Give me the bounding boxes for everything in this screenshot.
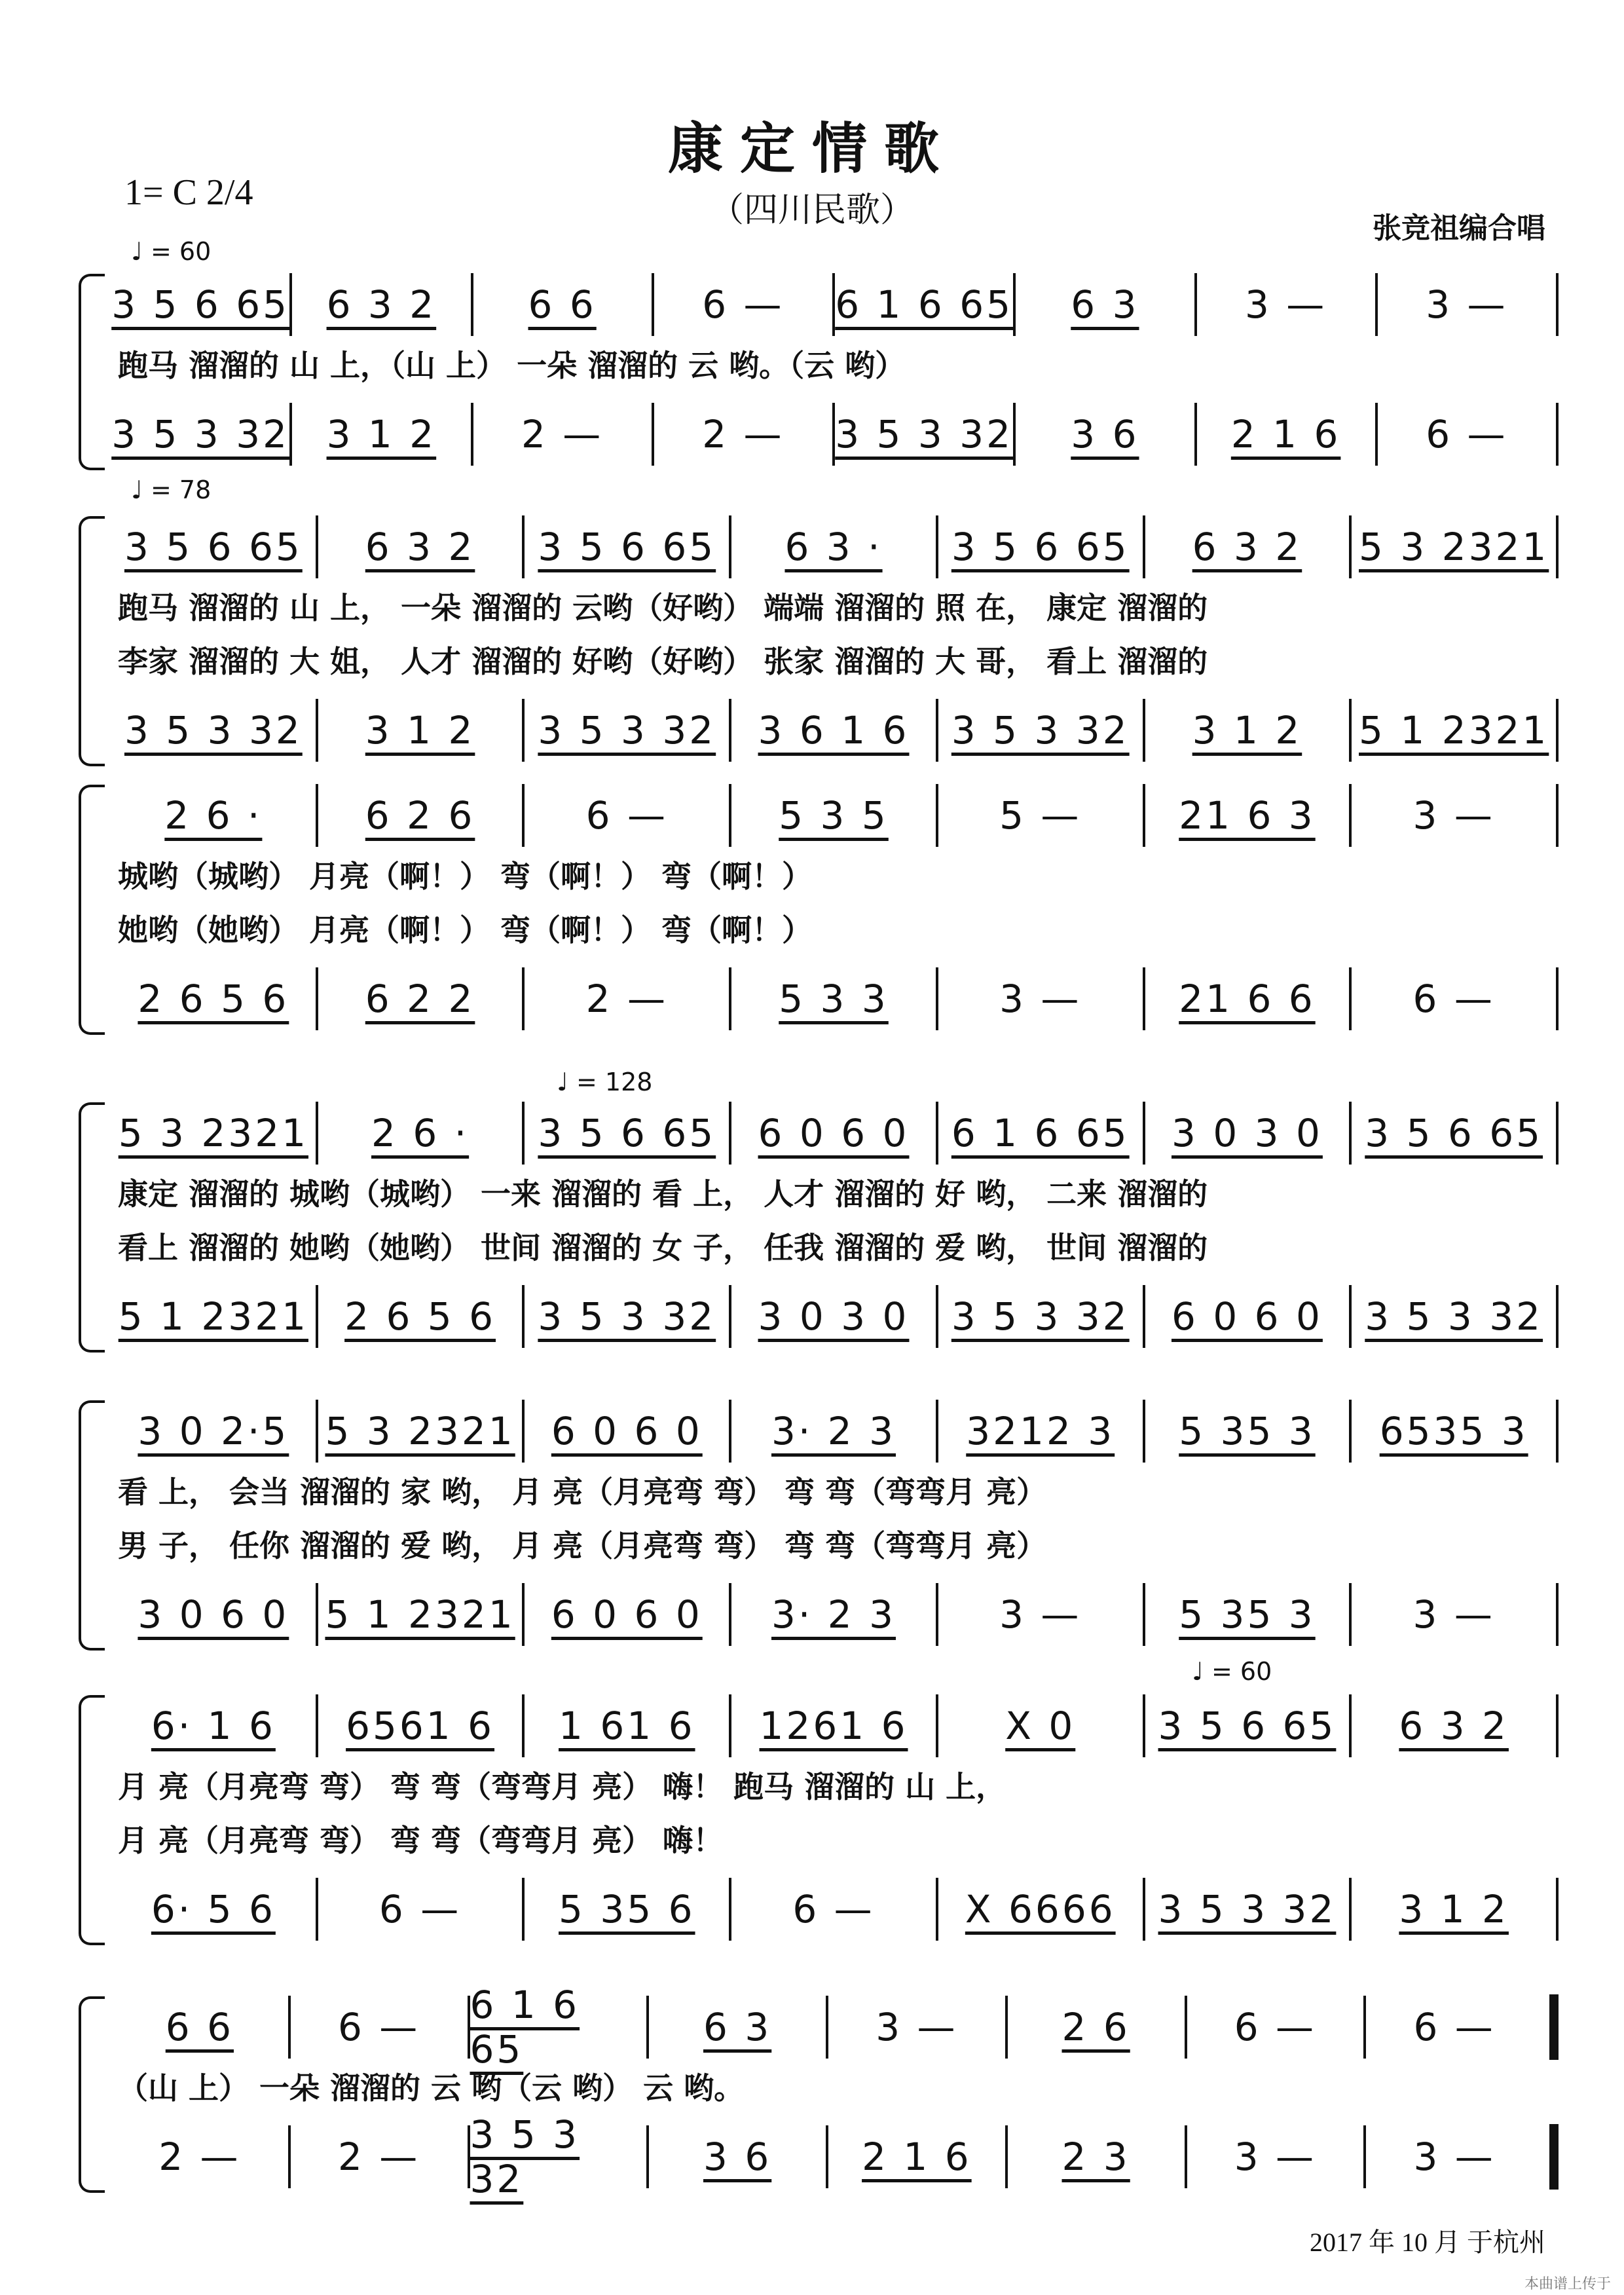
measure [938, 1690, 1143, 1762]
note-group: 5 3 2321 [1359, 525, 1549, 569]
measure [828, 1991, 1005, 2063]
lyric-line: （山 上） 一朵 溜溜的 云 哟（云 哟） 云 哟。 [118, 2070, 745, 2106]
score-system [79, 1395, 1565, 1651]
note-group: 1 61 6 [559, 1704, 695, 1748]
measure [318, 1578, 523, 1651]
note-group: 3 6 [703, 2135, 772, 2179]
note-group: 3· 2 3 [771, 1592, 896, 1637]
system-brace [79, 1400, 105, 1651]
note-group: 3 6 1 6 [758, 708, 910, 753]
measure [938, 1097, 1143, 1169]
measure [111, 1873, 316, 1945]
measure [318, 1690, 523, 1762]
upper-voice [111, 1097, 1559, 1169]
note-group: 3 5 3 32 [951, 708, 1130, 753]
measure [1352, 1690, 1556, 1762]
measure [525, 511, 729, 583]
barline [1556, 699, 1559, 762]
measure [318, 1097, 523, 1169]
measure [938, 1578, 1143, 1651]
measure [828, 2121, 1005, 2193]
note-group: 6 6 [528, 282, 597, 327]
measure [1378, 269, 1556, 341]
measure [111, 779, 316, 851]
lower-voice [111, 1873, 1559, 1945]
barline [1556, 403, 1559, 466]
measure [470, 1983, 647, 2072]
note-group: 6 0 6 0 [1171, 1294, 1323, 1339]
note-group: 3 — [999, 977, 1082, 1021]
measure [1145, 694, 1350, 766]
note-group: 5 35 3 [1179, 1592, 1316, 1637]
measure [938, 1873, 1143, 1945]
note-group: 3 — [1412, 793, 1495, 838]
measure [1016, 269, 1194, 341]
measure [1378, 398, 1556, 470]
note-group: 5 3 2321 [118, 1111, 308, 1155]
score-system [79, 1690, 1565, 1945]
note-group: 2 6 · [371, 1111, 470, 1155]
barline [1556, 1400, 1559, 1463]
measure [111, 269, 289, 341]
measure [938, 694, 1143, 766]
note-group: 3 0 6 0 [138, 1592, 289, 1637]
note-group: 3 0 2·5 [138, 1409, 289, 1453]
measure [1145, 1578, 1350, 1651]
measure [318, 779, 523, 851]
measure [1352, 694, 1556, 766]
measure [1145, 1690, 1350, 1762]
barline [1549, 1994, 1559, 2060]
measure [111, 963, 316, 1035]
measure [1352, 1395, 1556, 1467]
note-group: 6 3 2 [326, 282, 437, 327]
measure [731, 1873, 936, 1945]
lyric-line: 月 亮（月亮弯 弯） 弯 弯（弯弯月 亮） 嗨！ [118, 1823, 724, 1858]
lower-voice [111, 1578, 1559, 1651]
system-brace [79, 1996, 105, 2193]
measure [731, 963, 936, 1035]
measure [654, 269, 832, 341]
key-signature: 1= C 2/4 [124, 172, 253, 213]
note-group: 3 1 2 [1192, 708, 1302, 753]
note-group: 6 0 6 0 [551, 1409, 703, 1453]
note-group: 2 — [702, 412, 784, 457]
note-group: 6 — [337, 2005, 420, 2049]
measure [111, 1690, 316, 1762]
measure [1187, 1991, 1364, 2063]
note-group: 21 6 6 [1179, 977, 1316, 1021]
note-group: 6 — [1426, 412, 1508, 457]
measure [111, 511, 316, 583]
measure [525, 1578, 729, 1651]
note-group: 2 6 · [164, 793, 263, 838]
measure [291, 1991, 468, 2063]
score-system [79, 269, 1565, 470]
measure [318, 1395, 523, 1467]
system-brace [79, 1695, 105, 1945]
measure [731, 1097, 936, 1169]
barline [1556, 1102, 1559, 1165]
note-group: 3 0 3 0 [1171, 1111, 1323, 1155]
measure [731, 511, 936, 583]
note-group: X 0 [1005, 1704, 1076, 1748]
measure [292, 398, 470, 470]
note-group: 6 2 6 [365, 793, 475, 838]
note-group: 3 5 6 65 [951, 525, 1130, 569]
note-group: 3 5 3 32 [1158, 1887, 1337, 1931]
note-group: 6· 5 6 [151, 1887, 276, 1931]
measure [654, 398, 832, 470]
lyric-line: 跑马 溜溜的 山 上， 一朵 溜溜的 云哟（好哟） 端端 溜溜的 照 在， 康定 溜溜的 [118, 590, 1208, 625]
note-group: 5 3 3 [779, 977, 889, 1021]
note-group: 3 0 3 0 [758, 1294, 910, 1339]
score-system [79, 779, 1565, 1035]
measure [938, 511, 1143, 583]
note-group: 6 6 [165, 2005, 234, 2049]
measure [649, 1991, 826, 2063]
note-group: 21 6 3 [1179, 793, 1316, 838]
measure [1366, 2121, 1543, 2193]
site-watermark: 本曲谱上传于 [1524, 2276, 1611, 2292]
note-group: 6 0 6 0 [758, 1111, 910, 1155]
note-group: 5 35 3 [1179, 1409, 1316, 1453]
note-group: 2 — [337, 2135, 420, 2179]
measure [1016, 398, 1194, 470]
song-title: 康定情歌 [667, 116, 956, 181]
note-group: 3 — [999, 1592, 1082, 1637]
measure [1197, 398, 1375, 470]
lyric-line: 看上 溜溜的 她哟（她哟） 世间 溜溜的 女 子， 任我 溜溜的 爱 哟， 世间 溜溜的 [118, 1230, 1208, 1265]
note-group: 6 — [1234, 2005, 1317, 2049]
note-group: 3212 3 [966, 1409, 1115, 1453]
upper-voice [111, 511, 1559, 583]
lower-voice [111, 2112, 1559, 2201]
barline [1549, 2124, 1559, 2190]
note-group: 3 5 3 32 [124, 708, 303, 753]
measure [318, 963, 523, 1035]
measure [111, 1280, 316, 1353]
note-group: 2 3 [1061, 2135, 1130, 2179]
measure [1008, 1991, 1185, 2063]
tempo-mark-1: ♩ = 60 [131, 237, 212, 266]
measure [1187, 2121, 1364, 2193]
measure [938, 963, 1143, 1035]
note-group: 6 3 2 [365, 525, 475, 569]
measure [1145, 779, 1350, 851]
measure [1352, 1873, 1556, 1945]
measure [525, 694, 729, 766]
barline [1556, 784, 1559, 847]
note-group: 3 5 6 65 [538, 525, 716, 569]
upper-voice [111, 1690, 1559, 1762]
upper-voice [111, 1983, 1559, 2072]
tempo-mark-2: ♩ = 78 [131, 476, 212, 504]
measure [318, 1280, 523, 1353]
measure [470, 2112, 647, 2201]
note-group: 2 — [158, 2135, 241, 2179]
barline [1556, 967, 1559, 1030]
note-group: 6 — [792, 1887, 875, 1931]
note-group: 1261 6 [759, 1704, 908, 1748]
measure [318, 694, 523, 766]
note-group: 6 3 2 [1192, 525, 1302, 569]
measure [731, 1395, 936, 1467]
note-group: 3 5 3 32 [111, 412, 290, 457]
note-group: 6 0 6 0 [551, 1592, 703, 1637]
note-group: 6 — [702, 282, 784, 327]
note-group: X 6666 [965, 1887, 1116, 1931]
note-group: 6 1 6 65 [470, 1983, 580, 2072]
measure [473, 269, 652, 341]
barline [1556, 1285, 1559, 1348]
tempo-mark-3: ♩ = 128 [557, 1068, 653, 1096]
note-group: 6 3 [1071, 282, 1139, 327]
measure [111, 1578, 316, 1651]
note-group: 3 6 [1071, 412, 1139, 457]
lower-voice [111, 398, 1559, 470]
measure [731, 694, 936, 766]
measure [1145, 511, 1350, 583]
upper-voice [111, 269, 1559, 341]
note-group: 5 — [999, 793, 1082, 838]
lyric-line: 李家 溜溜的 大 姐， 人才 溜溜的 好哟（好哟） 张家 溜溜的 大 哥， 看上 溜溜的 [118, 644, 1208, 679]
note-group: 6561 6 [346, 1704, 495, 1748]
note-group: 6535 3 [1379, 1409, 1528, 1453]
note-group: 3 5 3 32 [835, 412, 1014, 457]
system-brace [79, 1102, 105, 1353]
lyric-line: 城哟（城哟） 月亮（啊！） 弯（啊！） 弯（啊！） [118, 859, 813, 894]
lyric-line: 跑马 溜溜的 山 上，（山 上） 一朵 溜溜的 云 哟。（云 哟） [118, 348, 906, 383]
lyric-line: 男 子， 任你 溜溜的 爱 哟， 月 亮（月亮弯 弯） 弯 弯（弯弯月 亮） [118, 1528, 1047, 1563]
note-group: 3 5 3 32 [470, 2112, 580, 2201]
measure [525, 1395, 729, 1467]
measure [111, 1395, 316, 1467]
note-group: 3 5 6 65 [1365, 1111, 1543, 1155]
measure [938, 1395, 1143, 1467]
measure [1145, 1873, 1350, 1945]
note-group: 3 5 3 32 [538, 1294, 716, 1339]
lower-voice [111, 694, 1559, 766]
note-group: 3 5 3 32 [538, 708, 716, 753]
measure [111, 694, 316, 766]
lyric-line: 月 亮（月亮弯 弯） 弯 弯（弯弯月 亮） 嗨！ 跑马 溜溜的 山 上， [118, 1769, 1006, 1804]
note-group: 2 6 5 6 [344, 1294, 496, 1339]
score-system [79, 1097, 1565, 1353]
note-group: 5 35 6 [559, 1887, 695, 1931]
measure [731, 1280, 936, 1353]
note-group: 3 — [876, 2005, 958, 2049]
measure [111, 1097, 316, 1169]
lower-voice [111, 1280, 1559, 1353]
measure [318, 511, 523, 583]
note-group: 5 1 2321 [118, 1294, 308, 1339]
measure [938, 1280, 1143, 1353]
note-group: 2 6 5 6 [138, 977, 289, 1021]
note-group: 6 — [1413, 2005, 1496, 2049]
note-group: 6 3 [703, 2005, 772, 2049]
note-group: 6 — [378, 1887, 462, 1931]
note-group: 6 3 2 [1399, 1704, 1509, 1748]
measure [731, 1690, 936, 1762]
note-group: 3 — [1413, 2135, 1496, 2179]
note-group: 2 6 [1061, 2005, 1130, 2049]
note-group: 3 — [1412, 1592, 1495, 1637]
measure [731, 1578, 936, 1651]
note-group: 6 — [1412, 977, 1495, 1021]
note-group: 6· 1 6 [151, 1704, 276, 1748]
measure [525, 1280, 729, 1353]
barline [1556, 1583, 1559, 1646]
barline [1556, 273, 1559, 336]
barline [1556, 1878, 1559, 1941]
measure [1352, 511, 1556, 583]
note-group: 3 5 3 32 [1365, 1294, 1543, 1339]
measure [1352, 1097, 1556, 1169]
measure [1145, 1097, 1350, 1169]
score-system [79, 511, 1565, 766]
date-place-footer: 2017 年 10 月 于杭州 [1310, 2228, 1545, 2257]
measure [1352, 779, 1556, 851]
note-group: 3 — [1234, 2135, 1317, 2179]
measure [318, 1873, 523, 1945]
note-group: 6 3 · [784, 525, 883, 569]
measure [525, 1097, 729, 1169]
measure [1145, 963, 1350, 1035]
note-group: 5 1 2321 [1359, 708, 1549, 753]
note-group: 3 — [1426, 282, 1508, 327]
measure [1352, 1578, 1556, 1651]
note-group: 3 5 6 65 [1158, 1704, 1337, 1748]
note-group: 3· 2 3 [771, 1409, 896, 1453]
arranger-credit: 张竞祖编合唱 [1373, 212, 1545, 245]
note-group: 2 1 6 [862, 2135, 972, 2179]
measure [525, 963, 729, 1035]
measure [111, 398, 289, 470]
note-group: 3 5 6 65 [538, 1111, 716, 1155]
tempo-mark-4: ♩ = 60 [1192, 1657, 1272, 1686]
measure [649, 2121, 826, 2193]
lyric-line: 康定 溜溜的 城哟（城哟） 一来 溜溜的 看 上， 人才 溜溜的 好 哟， 二来 溜溜的 [118, 1176, 1208, 1212]
measure [525, 1873, 729, 1945]
note-group: 6 2 2 [365, 977, 475, 1021]
measure [938, 779, 1143, 851]
note-group: 6 1 6 65 [951, 1111, 1130, 1155]
barline [1556, 515, 1559, 578]
system-brace [79, 516, 105, 766]
measure [292, 269, 470, 341]
measure [1008, 2121, 1185, 2193]
score-system [79, 1983, 1565, 2201]
measure [1145, 1280, 1350, 1353]
measure [1145, 1395, 1350, 1467]
upper-voice [111, 779, 1559, 851]
system-brace [79, 785, 105, 1035]
note-group: 5 3 2321 [325, 1409, 515, 1453]
measure [111, 1991, 288, 2063]
measure [835, 398, 1013, 470]
note-group: 5 3 5 [779, 793, 889, 838]
note-group: 5 1 2321 [325, 1592, 515, 1637]
measure [731, 779, 936, 851]
lyric-line: 看 上， 会当 溜溜的 家 哟， 月 亮（月亮弯 弯） 弯 弯（弯弯月 亮） [118, 1474, 1047, 1510]
note-group: 3 1 2 [326, 412, 437, 457]
lyric-line: 她哟（她哟） 月亮（啊！） 弯（啊！） 弯（啊！） [118, 912, 813, 948]
measure [525, 1690, 729, 1762]
measure [1197, 269, 1375, 341]
note-group: 3 — [1244, 282, 1327, 327]
note-group: 6 — [585, 793, 668, 838]
note-group: 3 5 6 65 [124, 525, 303, 569]
measure [291, 2121, 468, 2193]
note-group: 3 1 2 [1399, 1887, 1509, 1931]
note-group: 2 — [521, 412, 604, 457]
note-group: 3 5 6 65 [111, 282, 290, 327]
note-group: 3 1 2 [365, 708, 475, 753]
measure [525, 779, 729, 851]
note-group: 3 5 3 32 [951, 1294, 1130, 1339]
barline [1556, 1694, 1559, 1757]
lower-voice [111, 963, 1559, 1035]
note-group: 6 1 6 65 [835, 282, 1014, 327]
measure [111, 2121, 288, 2193]
measure [1352, 1280, 1556, 1353]
measure [835, 269, 1013, 341]
upper-voice [111, 1395, 1559, 1467]
note-group: 2 1 6 [1230, 412, 1341, 457]
system-brace [79, 274, 105, 470]
measure [1352, 963, 1556, 1035]
measure [1366, 1991, 1543, 2063]
measure [473, 398, 652, 470]
note-group: 2 — [585, 977, 668, 1021]
song-subtitle: （四川民歌） [709, 191, 914, 230]
